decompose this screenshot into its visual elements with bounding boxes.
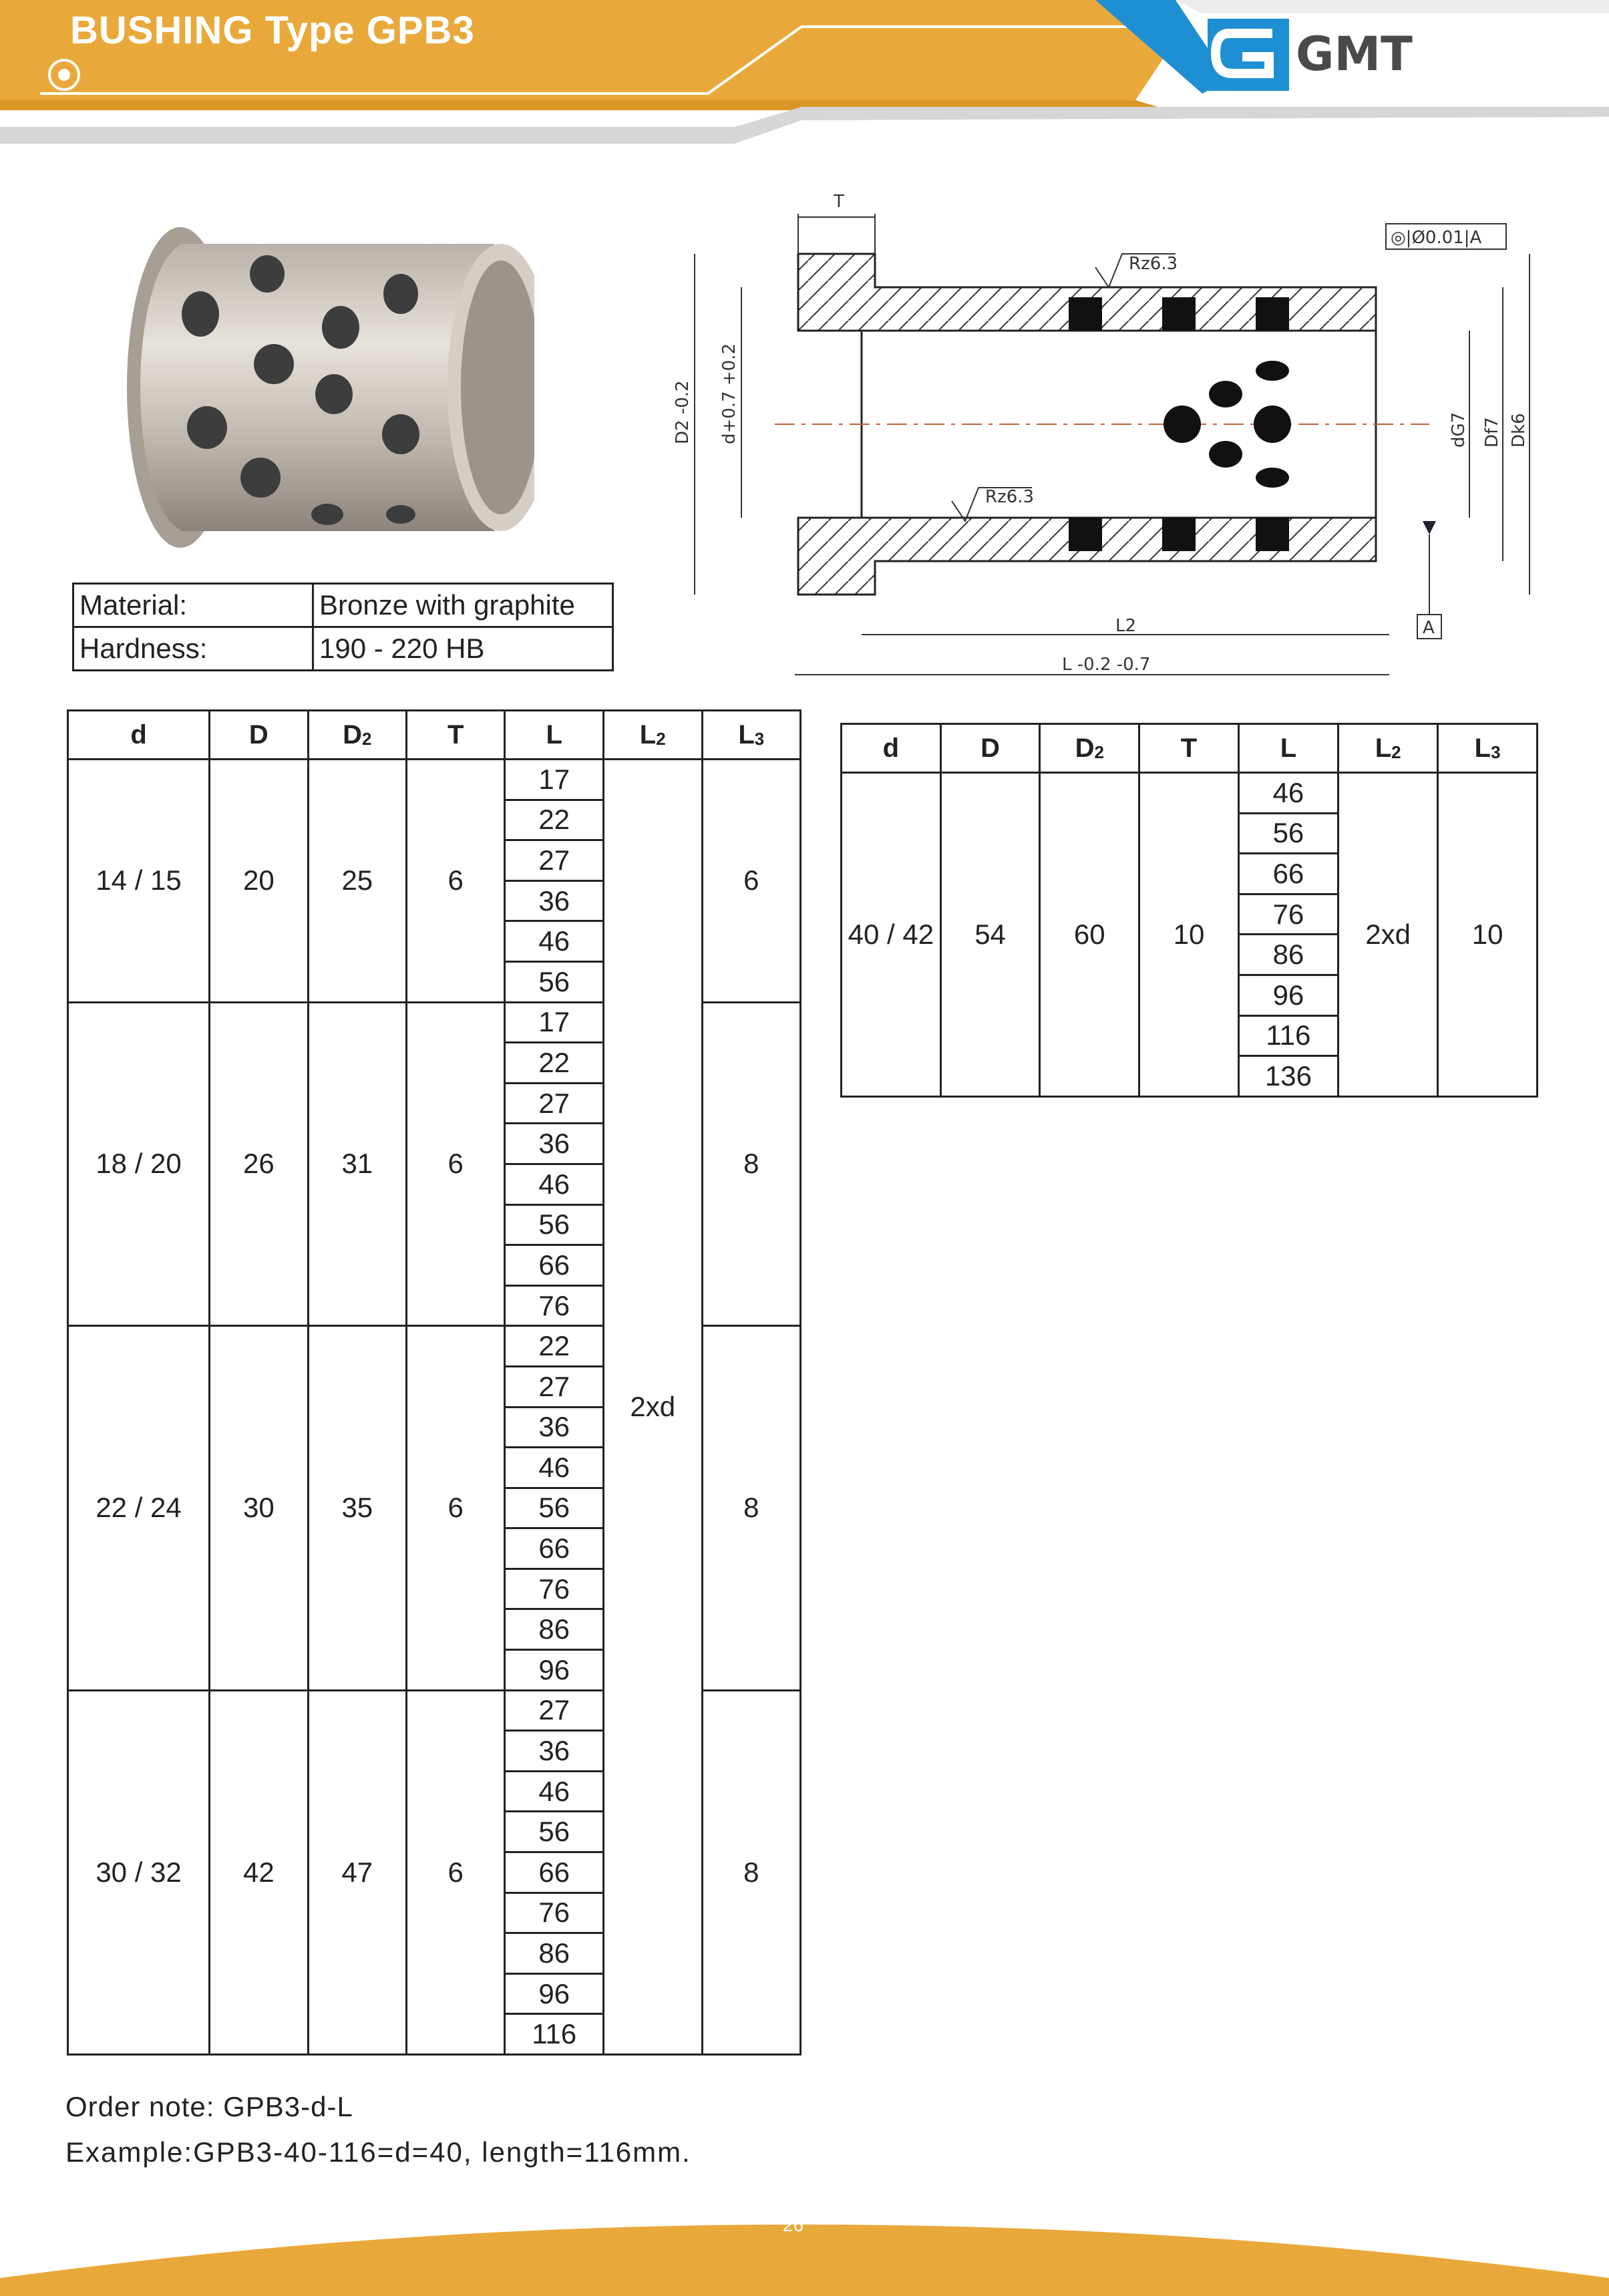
cell-L: 66	[1238, 854, 1338, 894]
cell-d: 40 / 42	[842, 773, 941, 1097]
col-L: L	[1238, 724, 1338, 773]
cell-L: 86	[505, 1933, 604, 1974]
cell-L: 17	[505, 1002, 604, 1043]
cell-L: 36	[505, 1407, 604, 1448]
col-T: T	[407, 711, 505, 760]
page-number: 26	[783, 2215, 804, 2235]
cell-L: 27	[505, 1690, 604, 1731]
cell-T: 6	[407, 1326, 505, 1690]
cell-L: 136	[1238, 1056, 1338, 1097]
cell-L: 27	[505, 1083, 604, 1124]
cell-L2: 2xd	[1338, 773, 1438, 1097]
cell-D: 42	[210, 1690, 308, 2054]
cell-L: 36	[505, 880, 604, 921]
header-row	[68, 711, 801, 760]
spec-table-right	[840, 723, 1538, 1098]
cell-L: 96	[505, 1650, 604, 1691]
cell-D: 54	[940, 773, 1040, 1097]
cell-L: 46	[505, 1164, 604, 1204]
cell-D2: 35	[308, 1326, 406, 1690]
table-row	[842, 773, 1538, 814]
cell-T: 10	[1139, 773, 1239, 1097]
dim-d2: D2 -0.2	[673, 380, 693, 444]
table-row	[68, 760, 801, 800]
bushing-photo	[107, 220, 534, 554]
cell-L: 36	[505, 1731, 604, 1772]
cell-D2: 60	[1040, 773, 1139, 1097]
col-T: T	[1139, 724, 1239, 773]
dim-dg7: dG7	[1449, 412, 1469, 448]
cell-L: 22	[505, 800, 604, 840]
cell-L: 46	[505, 1771, 604, 1812]
cell-L: 56	[505, 961, 604, 1002]
footer-band	[0, 2198, 1609, 2296]
cell-D2: 31	[308, 1002, 406, 1326]
col-d: d	[842, 724, 941, 773]
cell-d: 22 / 24	[68, 1326, 210, 1690]
cell-L: 56	[505, 1812, 604, 1852]
cell-D2: 25	[308, 760, 406, 1003]
cell-L: 56	[1238, 813, 1338, 854]
cell-L: 76	[505, 1893, 604, 1933]
col-d: d	[68, 711, 210, 760]
cell-L: 66	[505, 1245, 604, 1286]
col-L2: $L_2$	[1338, 724, 1438, 773]
col-D: D	[210, 711, 308, 760]
cell-L3: 8	[702, 1690, 800, 2054]
cell-L: 66	[505, 1852, 604, 1893]
cell-d: 14 / 15	[68, 760, 210, 1003]
cell-L3: 10	[1438, 773, 1538, 1097]
tolerance-frame: ◎|Ø0.01|A	[1391, 228, 1482, 248]
cell-L: 22	[505, 1326, 604, 1367]
cell-d: 30 / 32	[68, 1690, 210, 2054]
cell-L: 56	[505, 1488, 604, 1528]
col-L: L	[505, 711, 604, 760]
material-table	[72, 583, 614, 671]
cell-L: 76	[505, 1569, 604, 1609]
rz-bottom-label: Rz6.3	[985, 487, 1035, 507]
dim-dk6: Dk6	[1509, 413, 1529, 448]
cell-D: 26	[210, 1002, 308, 1326]
cell-L: 86	[505, 1609, 604, 1650]
col-D2: $D_2$	[1040, 724, 1139, 773]
brand-logo: GMT	[1296, 27, 1413, 81]
cell-L: 56	[505, 1204, 604, 1245]
hardness-row	[73, 627, 613, 671]
order-example: Example:GPB3-40-116=d=40, length=116mm.	[65, 2136, 691, 2168]
cell-L: 96	[1238, 975, 1338, 1015]
cell-D: 20	[210, 760, 308, 1003]
cell-T: 6	[407, 1690, 505, 2054]
col-D: D	[940, 724, 1040, 773]
col-L3: $L_3$	[1438, 724, 1538, 773]
dim-t: T	[834, 192, 844, 212]
col-L2: $L_2$	[603, 711, 702, 760]
dim-l2: L2	[1115, 616, 1137, 636]
cell-L3: 8	[702, 1326, 800, 1690]
hardness-label: Hardness:	[73, 627, 313, 671]
cell-D: 30	[210, 1326, 308, 1690]
cell-L: 116	[1238, 1015, 1338, 1056]
material-row	[73, 584, 613, 627]
cell-L2: 2xd	[603, 760, 702, 2055]
header-row	[842, 724, 1538, 773]
material-label: Material:	[73, 584, 313, 627]
cell-L: 46	[505, 1448, 604, 1488]
cell-L: 27	[505, 1366, 604, 1407]
cell-L: 116	[505, 2014, 604, 2055]
dim-df7: Df7	[1482, 417, 1502, 448]
col-L3: $L_3$	[702, 711, 800, 760]
dim-l: L -0.2 -0.7	[1062, 655, 1151, 675]
page-title: BUSHING Type GPB3	[70, 9, 475, 52]
cell-L: 46	[1238, 773, 1338, 814]
cell-T: 6	[407, 760, 505, 1003]
cell-L: 46	[505, 921, 604, 962]
datum-label: A	[1423, 618, 1435, 638]
dim-d-bore: d+0.7 +0.2	[719, 343, 739, 444]
hardness-value: 190 - 220 HB	[313, 627, 613, 671]
cell-L: 96	[505, 1973, 604, 2014]
material-value: Bronze with graphite	[313, 584, 613, 627]
technical-drawing	[668, 180, 1550, 701]
spec-table-left	[67, 709, 801, 2056]
cell-d: 18 / 20	[68, 1002, 210, 1326]
cell-L: 76	[1238, 894, 1338, 935]
cell-L3: 6	[702, 760, 800, 1003]
cell-D2: 47	[308, 1690, 406, 2054]
cell-L: 22	[505, 1043, 604, 1084]
cell-L: 36	[505, 1124, 604, 1164]
cell-L: 17	[505, 760, 604, 800]
col-D2: $D_2$	[308, 711, 406, 760]
cell-L: 27	[505, 840, 604, 881]
cell-L3: 8	[702, 1002, 800, 1326]
cell-L: 86	[1238, 935, 1338, 975]
cell-L: 76	[505, 1285, 604, 1326]
cell-L: 66	[505, 1528, 604, 1569]
rz-top-label: Rz6.3	[1129, 254, 1178, 274]
cell-T: 6	[407, 1002, 505, 1326]
order-note: Order note: GPB3-d-L	[65, 2091, 353, 2122]
